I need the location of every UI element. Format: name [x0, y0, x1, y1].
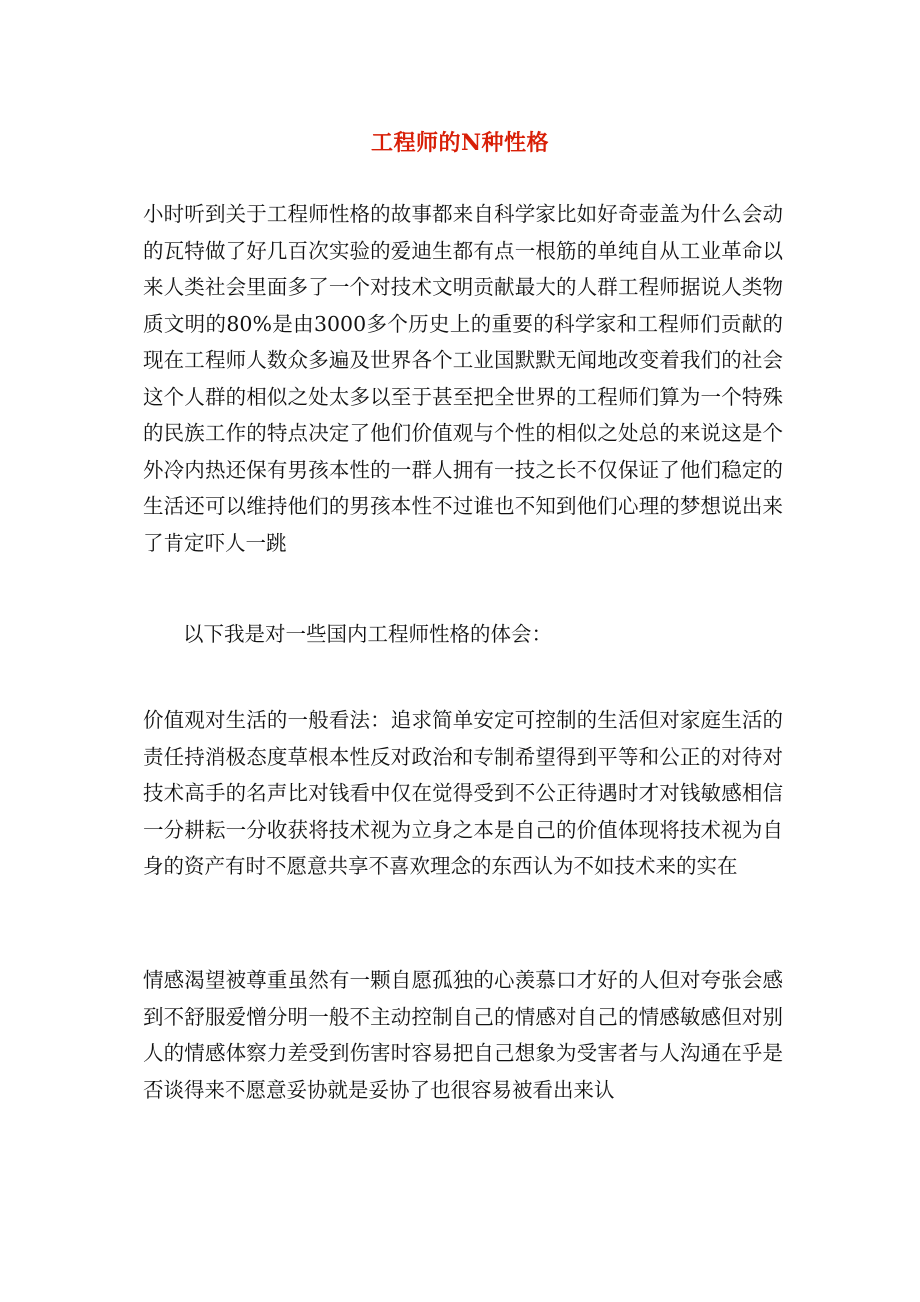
emotion-paragraph: 情感渴望被尊重虽然有一颗自愿孤独的心羡慕口才好的人但对夸张会感到不舒服爱憎分明一般不主动控制自己的情感对自己的情感敏感但对别人的情感体察力差受到伤害时容易把自己想象为受害者与人沟通在乎是否谈得来不愿意妥协就是妥协了也很容易被看出来认 — [143, 968, 783, 1102]
document-title: 工程师的N种性格 — [370, 129, 550, 156]
intro-paragraph: 小时听到关于工程师性格的故事都来自科学家比如好奇壶盖为什么会动的瓦特做了好几百次实验的爱迪生都有点一根筋的单纯自从工业革命以来人类社会里面多了一个对技术文明贡献最大的人群工程师据说人类物质文明的80%是由3000多个历史上的重要的科学家和工程师们贡献的现在工程师人数众多遍及世界各个工业国默默无闻地改变着我们的社会这个人群的相似之处太多以至于甚至把全世界的工程师们算为一个特殊的民族工作的特点决定了他们价值观与个性的相似之处总的来说这是个外冷内热还保有男孩本性的一群人拥有一技之长不仅保证了他们稳定的生活还可以维持他们的男孩本性不过谁也不知到他们心理的梦想说出来了肯定吓人一跳 — [143, 202, 783, 555]
lead-paragraph: 以下我是对一些国内工程师性格的体会： — [183, 622, 552, 646]
values-paragraph: 价值观对生活的一般看法：追求简单安定可控制的生活但对家庭生活的责任持消极态度草根本性反对政治和专制希望得到平等和公正的对待对技术高手的名声比对钱看中仅在觉得受到不公正待遇时才对钱敏感相信一分耕耘一分收获将技术视为立身之本是自己的价值体现将技术视为自身的资产有时不愿意共享不喜欢理念的东西认为不如技术来的实在 — [143, 708, 783, 878]
